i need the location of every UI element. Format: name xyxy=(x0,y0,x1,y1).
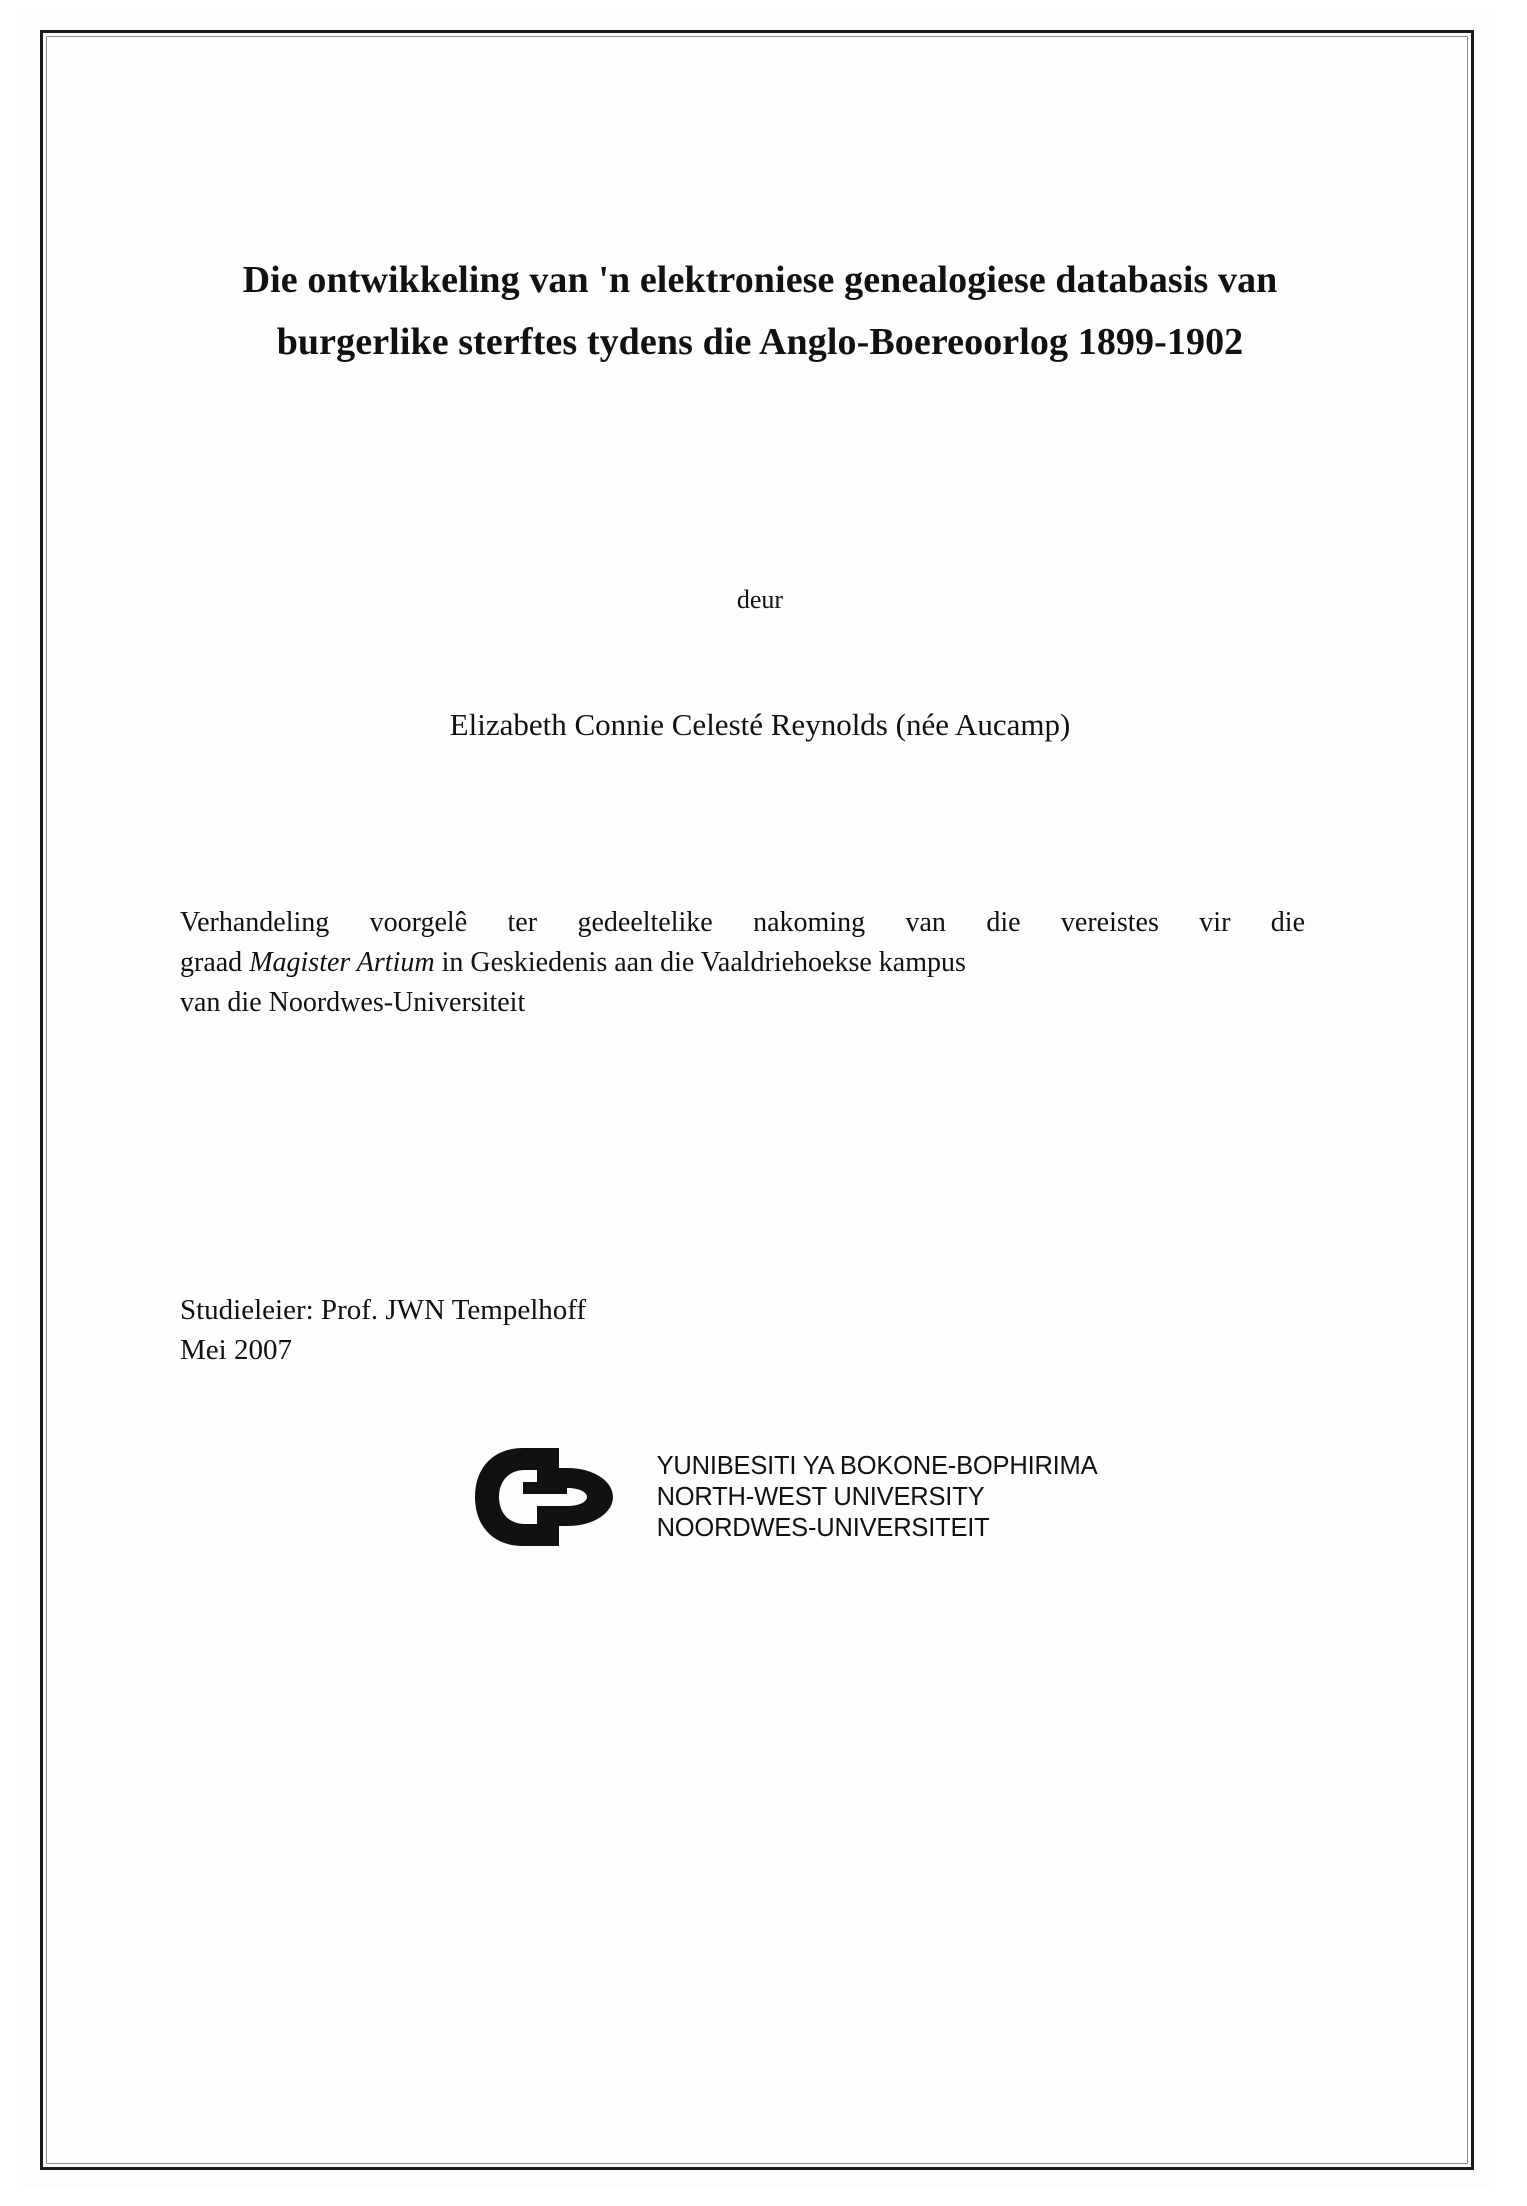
title-page-content xyxy=(180,250,1340,1556)
degree-statement-line-1: Verhandeling voorgelê ter gedeeltelike nakoming van die vereistes vir die xyxy=(180,907,1305,939)
north-west-university-logo-icon xyxy=(463,1438,643,1556)
logo-text-line-2: NORTH-WEST UNIVERSITY xyxy=(656,1483,985,1512)
degree-statement-line-2 xyxy=(180,943,1305,983)
date-line: Mei 2007 xyxy=(180,1334,292,1367)
title-line-2: burgerlike sterftes tydens die Anglo-Boereoorlog 1899-1902 xyxy=(276,320,1244,363)
by-label: deur xyxy=(736,585,784,615)
university-logo-block xyxy=(180,1438,1340,1556)
supervisor-line: Studieleier: Prof. JWN Tempelhoff xyxy=(180,1294,587,1327)
page-title xyxy=(200,250,1320,373)
title-line-1: Die ontwikkeling van 'n elektroniese genealogiese databasis van xyxy=(242,259,1278,301)
author-name: Elizabeth Connie Celesté Reynolds (née Aucamp) xyxy=(449,707,1071,743)
degree-statement-line-2-prefix: graad xyxy=(180,946,250,978)
logo-text-line-1: YUNIBESITI YA BOKONE-BOPHIRIMA xyxy=(656,1452,1098,1481)
logo-text-line-3: NOORDWES-UNIVERSITEIT xyxy=(656,1513,990,1542)
degree-name-italic: Magister Artium xyxy=(249,946,435,978)
degree-statement xyxy=(180,903,1305,1022)
degree-statement-line-3: van die Noordwes-Universiteit xyxy=(180,986,526,1018)
supervisor-and-date xyxy=(180,1290,1340,1370)
university-logo-text xyxy=(657,1451,1098,1543)
degree-statement-line-2-suffix: in Geskiedenis aan die Vaaldriehoekse kampus xyxy=(434,946,966,978)
